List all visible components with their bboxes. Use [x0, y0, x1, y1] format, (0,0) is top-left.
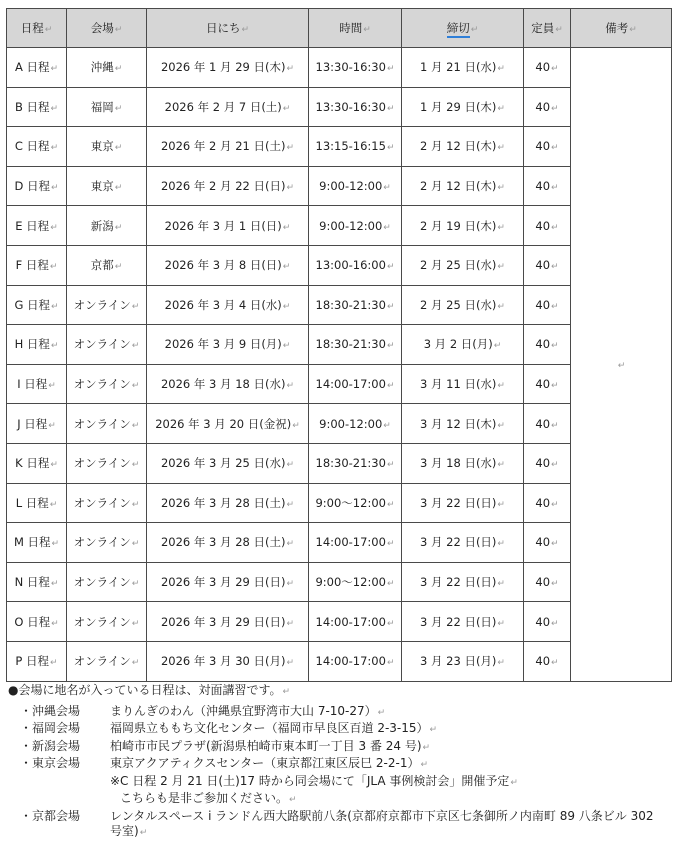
- cell-deadline: 2 月 25 日(水)↵: [402, 285, 524, 325]
- cell-time: 14:00-17:00↵: [309, 364, 402, 404]
- cell-venue: 沖縄↵: [67, 48, 147, 88]
- cell-deadline: 3 月 11 日(水)↵: [402, 364, 524, 404]
- cell-deadline: 3 月 22 日(日)↵: [402, 523, 524, 563]
- venue-label: ・東京会場: [20, 756, 81, 770]
- cell-time: 18:30-21:30↵: [309, 285, 402, 325]
- table-header: [7, 9, 672, 48]
- cell-schedule: N 日程↵: [7, 562, 67, 602]
- venue-label: ・沖縄会場: [20, 703, 81, 718]
- cell-venue: オンライン↵: [67, 562, 147, 602]
- header-schedule: 日程↵: [7, 9, 67, 48]
- cell-schedule: M 日程↵: [7, 523, 67, 563]
- tokyo-sub-note-1: ※C 日程 2 月 21 日(土)17 時から同会場にて「JLA 事例検討会」開催予定↵: [110, 773, 518, 788]
- cell-venue: オンライン↵: [67, 523, 147, 563]
- cell-time: 18:30-21:30↵: [309, 443, 402, 483]
- cell-capacity: 40↵: [524, 483, 571, 523]
- cell-venue: オンライン↵: [67, 285, 147, 325]
- table-row: [7, 48, 672, 88]
- cell-capacity: 40↵: [524, 206, 571, 246]
- cell-deadline: 3 月 23 日(月)↵: [402, 641, 524, 681]
- cell-time: 9:00-12:00↵: [309, 166, 402, 206]
- cell-time: 9:00～12:00↵: [309, 483, 402, 523]
- cell-capacity: 40↵: [524, 562, 571, 602]
- cell-capacity: 40↵: [524, 166, 571, 206]
- venue-item: [8, 756, 668, 774]
- venue-item: [8, 739, 668, 757]
- cell-deadline: 2 月 25 日(水)↵: [402, 245, 524, 285]
- cell-capacity: 40↵: [524, 325, 571, 365]
- cell-deadline: 3 月 22 日(日)↵: [402, 602, 524, 642]
- venue-address: 東京アクアティクスセンター（東京都江東区辰巳 2-2-1）↵: [110, 756, 429, 770]
- cell-deadline: 2 月 19 日(木)↵: [402, 206, 524, 246]
- cell-date: 2026 年 3 月 9 日(月)↵: [147, 325, 309, 365]
- cell-deadline: 3 月 2 日(月)↵: [402, 325, 524, 365]
- schedule-table: [6, 8, 672, 682]
- cell-date: 2026 年 3 月 25 日(水)↵: [147, 443, 309, 483]
- cell-time: 9:00～12:00↵: [309, 562, 402, 602]
- cell-capacity: 40↵: [524, 245, 571, 285]
- notes-section: [8, 683, 668, 842]
- cell-date: 2026 年 3 月 18 日(水)↵: [147, 364, 309, 404]
- venue-label: ・新潟会場: [20, 738, 81, 753]
- venue-kyoto: [8, 809, 668, 842]
- cell-time: 9:00-12:00↵: [309, 206, 402, 246]
- cell-schedule: B 日程↵: [7, 87, 67, 127]
- cell-schedule: K 日程↵: [7, 443, 67, 483]
- cell-venue: 東京↵: [67, 127, 147, 167]
- cell-schedule: H 日程↵: [7, 325, 67, 365]
- header-deadline: 締切↵: [402, 9, 524, 48]
- venue-item: [8, 704, 668, 722]
- header-date: 日にち↵: [147, 9, 309, 48]
- cell-time: 13:30-16:30↵: [309, 87, 402, 127]
- cell-schedule: I 日程↵: [7, 364, 67, 404]
- cell-time: 13:15-16:15↵: [309, 127, 402, 167]
- cell-time: 14:00-17:00↵: [309, 641, 402, 681]
- header-time: 時間↵: [309, 9, 402, 48]
- cell-schedule: O 日程↵: [7, 602, 67, 642]
- cell-date: 2026 年 3 月 28 日(土)↵: [147, 523, 309, 563]
- cell-date: 2026 年 3 月 1 日(日)↵: [147, 206, 309, 246]
- table-body: [7, 48, 672, 682]
- cell-schedule: D 日程↵: [7, 166, 67, 206]
- notes-intro: ●会場に地名が入っている日程は、対面講習です。↵: [8, 683, 291, 697]
- venue-address: 福岡県立ももち文化センター（福岡市早良区百道 2-3-15）↵: [110, 721, 438, 735]
- header-capacity: 定員↵: [524, 9, 571, 48]
- cell-capacity: 40↵: [524, 48, 571, 88]
- cell-date: 2026 年 3 月 29 日(日)↵: [147, 562, 309, 602]
- cell-date: 2026 年 2 月 22 日(日)↵: [147, 166, 309, 206]
- cell-schedule: F 日程↵: [7, 245, 67, 285]
- cell-date: 2026 年 3 月 20 日(金祝)↵: [147, 404, 309, 444]
- cell-venue: オンライン↵: [67, 364, 147, 404]
- cell-date: 2026 年 3 月 29 日(日)↵: [147, 602, 309, 642]
- cell-time: 9:00-12:00↵: [309, 404, 402, 444]
- cell-schedule: J 日程↵: [7, 404, 67, 444]
- cell-venue: オンライン↵: [67, 483, 147, 523]
- cell-venue: オンライン↵: [67, 325, 147, 365]
- cell-time: 14:00-17:00↵: [309, 523, 402, 563]
- cell-schedule: P 日程↵: [7, 641, 67, 681]
- cell-time: 13:00-16:00↵: [309, 245, 402, 285]
- cell-date: 2026 年 2 月 7 日(土)↵: [147, 87, 309, 127]
- cell-deadline: 1 月 29 日(木)↵: [402, 87, 524, 127]
- cell-capacity: 40↵: [524, 404, 571, 444]
- cell-capacity: 40↵: [524, 364, 571, 404]
- cell-deadline: 3 月 12 日(木)↵: [402, 404, 524, 444]
- cell-schedule: L 日程↵: [7, 483, 67, 523]
- venue-item: [8, 721, 668, 739]
- cell-deadline: 3 月 22 日(日)↵: [402, 562, 524, 602]
- tokyo-sub-note-2: こちらも是非ご参加ください。↵: [120, 791, 297, 805]
- venue-label: ・福岡会場: [20, 721, 81, 735]
- cell-schedule: E 日程↵: [7, 206, 67, 246]
- cell-venue: 福岡↵: [67, 87, 147, 127]
- cell-deadline: 2 月 12 日(木)↵: [402, 127, 524, 167]
- cell-date: 2026 年 3 月 4 日(水)↵: [147, 285, 309, 325]
- venue-address: 柏崎市市民プラザ(新潟県柏崎市東本町一丁目 3 番 24 号)↵: [110, 738, 431, 753]
- header-venue: 会場↵: [67, 9, 147, 48]
- cell-date: 2026 年 3 月 30 日(月)↵: [147, 641, 309, 681]
- cell-capacity: 40↵: [524, 87, 571, 127]
- cell-date: 2026 年 3 月 28 日(土)↵: [147, 483, 309, 523]
- venue-list: [8, 704, 668, 774]
- cell-venue: 新潟↵: [67, 206, 147, 246]
- cell-date: 2026 年 1 月 29 日(木)↵: [147, 48, 309, 88]
- cell-date: 2026 年 2 月 21 日(土)↵: [147, 127, 309, 167]
- cell-capacity: 40↵: [524, 127, 571, 167]
- cell-venue: オンライン↵: [67, 404, 147, 444]
- cell-deadline: 3 月 18 日(水)↵: [402, 443, 524, 483]
- cell-deadline: 2 月 12 日(木)↵: [402, 166, 524, 206]
- cell-date: 2026 年 3 月 8 日(日)↵: [147, 245, 309, 285]
- cell-venue: オンライン↵: [67, 641, 147, 681]
- cell-venue: 東京↵: [67, 166, 147, 206]
- cell-time: 14:00-17:00↵: [309, 602, 402, 642]
- cell-venue: 京都↵: [67, 245, 147, 285]
- cell-capacity: 40↵: [524, 602, 571, 642]
- cell-capacity: 40↵: [524, 285, 571, 325]
- venue-address: まりんぎのわん（沖縄県宜野湾市大山 7-10-27）↵: [110, 703, 386, 718]
- cell-deadline: 1 月 21 日(水)↵: [402, 48, 524, 88]
- cell-venue: オンライン↵: [67, 443, 147, 483]
- cell-capacity: 40↵: [524, 443, 571, 483]
- cell-capacity: 40↵: [524, 523, 571, 563]
- cell-schedule: A 日程↵: [7, 48, 67, 88]
- cell-time: 18:30-21:30↵: [309, 325, 402, 365]
- cell-schedule: G 日程↵: [7, 285, 67, 325]
- cell-notes: ↵: [571, 48, 672, 682]
- cell-capacity: 40↵: [524, 641, 571, 681]
- venue-address: レンタルスペース i ランドん西大路駅前八条(京都府京都市下京区七条御所ノ内南町 89 八条ビル 302 号室)↵: [110, 808, 654, 838]
- header-notes: 備考↵: [571, 9, 672, 48]
- venue-label: ・京都会場: [20, 808, 81, 823]
- cell-deadline: 3 月 22 日(日)↵: [402, 483, 524, 523]
- cell-venue: オンライン↵: [67, 602, 147, 642]
- cell-schedule: C 日程↵: [7, 127, 67, 167]
- cell-time: 13:30-16:30↵: [309, 48, 402, 88]
